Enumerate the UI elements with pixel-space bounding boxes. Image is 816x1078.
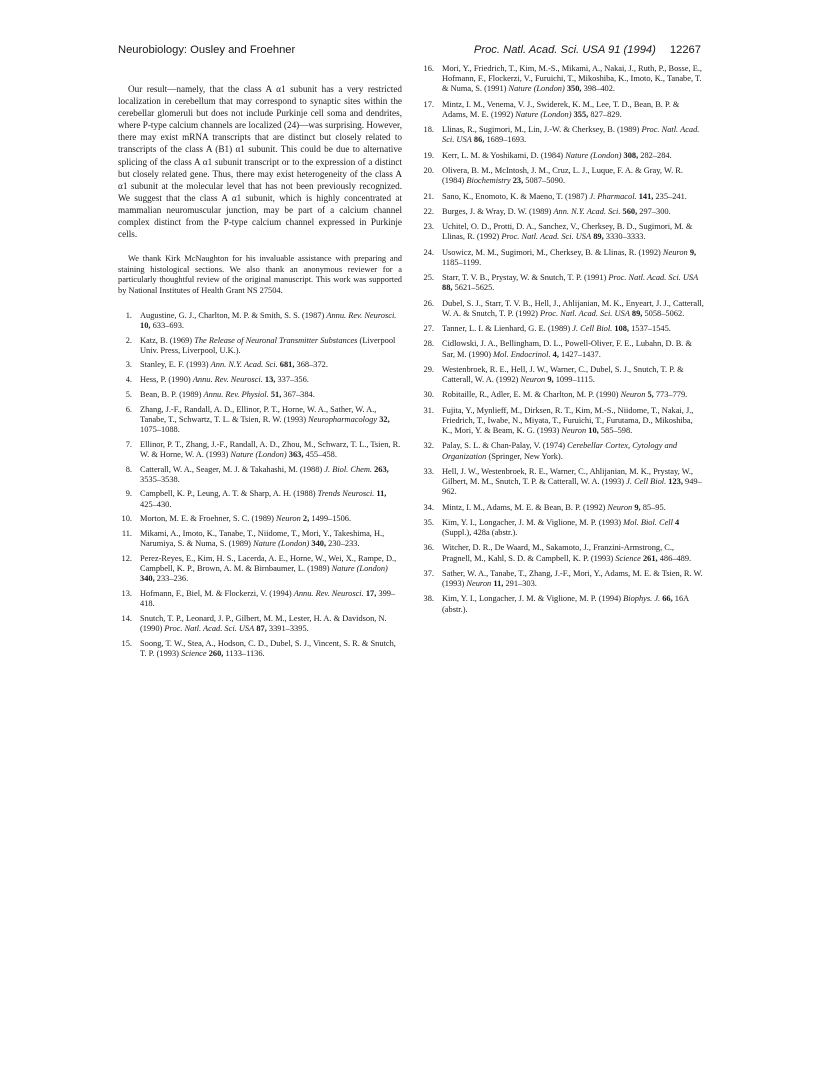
reference-pages: 1185–1199. [442, 257, 482, 267]
reference-item [118, 375, 402, 385]
reference-item [118, 336, 402, 356]
reference-authors: Usowicz, M. M., Sugimori, M., Cherksey, B. & Llinas, R. (1992) [442, 247, 663, 257]
reference-journal: Neuron [466, 579, 492, 589]
reference-authors: Ellinor, P. T., Zhang, J.-F., Randall, A. D., Zhou, M., Schwarz, T. L., Tsien, R. W. & Horne, W. A. (1993) [140, 439, 401, 459]
reference-item [118, 440, 402, 460]
reference-item [118, 405, 402, 436]
reference-authors: Burges, J. & Wray, D. W. (1989) [442, 206, 554, 216]
reference-item [420, 339, 704, 359]
reference-journal: Annu. Rev. Neurosci. [192, 375, 263, 385]
reference-item [420, 324, 704, 334]
reference-pages: (Liverpool Univ. Press, Liverpool, U.K.). [140, 335, 396, 355]
reference-item [420, 441, 704, 461]
reference-authors: Zhang, J.-F., Randall, A. D., Ellinor, P. T., Horne, W. A., Sather, W. A., Tanabe, T., Schwartz, T. L. & Tsien, R. W. (1993) [140, 404, 377, 424]
reference-authors: Mintz, I. M., Adams, M. E. & Bean, B. P. (1992) [442, 502, 608, 512]
reference-pages: 773–779. [653, 390, 688, 400]
reference-journal: Nature (London) [331, 564, 388, 574]
reference-pages: 399–418. [140, 589, 396, 609]
reference-number: 38. [423, 594, 434, 604]
reference-pages: 291–303. [503, 579, 537, 589]
reference-pages: 5621–5625. [452, 283, 495, 293]
reference-volume: 260, [206, 649, 224, 659]
reference-authors: Sather, W. A., Tanabe, T., Zhang, J.-F., Mori, Y., Adams, M. E. & Tsien, R. W. (1993) [442, 568, 703, 589]
reference-pages: 282–284. [638, 150, 672, 160]
reference-volume: 350, [564, 84, 582, 94]
reference-volume: 9, [687, 247, 697, 257]
reference-pages: 1133–1136. [223, 649, 265, 659]
reference-pages: 235–241. [653, 191, 687, 201]
reference-journal: Proc. Natl. Acad. Sci. USA [442, 125, 700, 145]
reference-number: 28. [423, 339, 434, 349]
reference-authors: Olivera, B. M., McIntosh, J. M., Cruz, L. J., Luque, F. A. & Gray, W. R. (1984) [442, 166, 683, 186]
reference-volume: 11, [374, 489, 387, 499]
reference-journal: The Release of Neuronal Transmitter Substances [194, 335, 358, 345]
reference-item [420, 594, 704, 614]
reference-authors: Hofmann, F., Biel, M. & Flockerzi, V. (1994) [140, 589, 294, 599]
reference-number: 35. [423, 517, 434, 527]
reference-pages: 585–598. [598, 426, 633, 436]
reference-journal: J. Pharmacol. [589, 191, 637, 201]
reference-authors: Fujita, Y., Mynlieff, M., Dirksen, R. T., Kim, M.-S., Niidome, T., Nakai, J., Friedrich, T., Iwabe, N., Miyata, T., Furuichi, T., Furutama, D., Mikoshiba, K., Mori, Y. & Beam, K. G. (1993) [442, 405, 694, 436]
reference-authors: Starr, T. V. B., Prystay, W. & Snutch, T. P. (1991) [442, 273, 609, 283]
reference-pages: 1075–1088. [140, 424, 180, 434]
reference-volume: 51, [268, 389, 282, 399]
reference-authors: Hell, J. W., Westenbroek, R. E., Warner, C., Ahlijanian, M. K., Prystay, W., Gilbert, M. M., Snutch, T. P. & Catterall, W. A. (1993) [442, 466, 694, 487]
reference-item [118, 465, 402, 485]
reference-number: 16. [423, 64, 434, 73]
reference-journal: J. Cell Biol. [626, 477, 667, 487]
reference-item [420, 518, 704, 538]
reference-volume: 340, [309, 539, 327, 549]
reference-pages: 337–356. [275, 375, 309, 385]
reference-number: 1. [125, 310, 132, 320]
reference-authors: Cidlowski, J. A., Bellingham, D. L., Powell-Oliver, F. E., Lubahn, D. B. & Sar, M. (1990) [442, 339, 693, 359]
reference-number: 13. [121, 589, 132, 599]
reference-item [420, 166, 704, 186]
reference-journal: Neuron [620, 390, 646, 400]
reference-number: 21. [423, 191, 434, 201]
reference-volume: 23, [510, 176, 524, 186]
reference-item [420, 299, 704, 319]
reference-volume: 32, [377, 414, 390, 424]
reference-volume: 108, [612, 324, 630, 334]
reference-journal: Neuron [520, 375, 546, 385]
reference-pages: 1689–1693. [484, 135, 527, 145]
reference-item [420, 207, 704, 217]
reference-number: 36. [423, 543, 434, 553]
reference-pages: 455–458. [303, 449, 337, 459]
reference-pages: 3330–3333. [603, 232, 646, 242]
reference-authors: Perez-Reyes, E., Kim, H. S., Lacerda, A. E., Horne, W., Wei, X., Rampe, D., Campbell, K. P., Brown, A. M. & Birnbaumer, L. (1989) [140, 553, 397, 574]
reference-volume: 89, [629, 308, 643, 318]
reference-authors: Sano, K., Enomoto, K. & Maeno, T. (1987) [442, 191, 590, 201]
reference-authors: Catterall, W. A., Seager, M. J. & Takahashi, M. (1988) [140, 464, 325, 474]
reference-volume: 261, [640, 553, 658, 563]
reference-number: 24. [423, 247, 434, 257]
reference-number: 25. [423, 273, 434, 283]
reference-journal: J. Cell Biol. [572, 324, 613, 334]
reference-authors: Robitaille, R., Adler, E. M. & Charlton, M. P. (1990) [442, 390, 621, 400]
header-journal: Proc. Natl. Acad. Sci. USA 91 (1994) [473, 44, 656, 56]
reference-volume: 87, [254, 624, 267, 634]
reference-pages: 3535–3538. [140, 474, 180, 484]
reference-pages: 368–372. [294, 360, 328, 370]
reference-authors: Kim, Y. I., Longacher, J. M. & Viglione, M. P. (1993) [442, 517, 624, 527]
reference-item [420, 365, 704, 385]
reference-authors: Augustine, G. J., Charlton, M. P. & Smith, S. S. (1987) [140, 310, 327, 320]
reference-authors: Mintz, I. M., Venema, V. J., Swiderek, K. M., Lee, T. D., Bean, B. P. & Adams, M. E. (1992) [442, 99, 680, 119]
reference-authors: Kim, Y. I., Longacher, J. M. & Viglione, M. P. (1994) [442, 594, 624, 604]
reference-volume: 10, [586, 426, 599, 436]
reference-volume: 560, [620, 206, 638, 216]
reference-pages: 1099–1115. [553, 375, 595, 385]
reference-item [420, 543, 704, 563]
reference-item [118, 614, 402, 634]
reference-item [420, 406, 704, 437]
reference-journal: Mol. Endocrinol. [493, 349, 551, 359]
reference-item [420, 503, 704, 513]
reference-volume: 363, [286, 449, 304, 459]
reference-number: 11. [121, 529, 132, 539]
reference-volume: 681, [277, 360, 295, 370]
reference-journal: Biophys. J. [623, 594, 661, 604]
reference-item [420, 248, 704, 268]
reference-pages: 486–489. [657, 553, 692, 563]
reference-journal: Neuron [275, 514, 301, 524]
reference-number: 31. [423, 405, 434, 415]
page-number: 12267 [669, 44, 701, 56]
reference-number: 9. [125, 489, 132, 499]
reference-item [118, 360, 402, 370]
reference-pages: 16A (abstr.). [442, 594, 689, 614]
reference-authors: Soong, T. W., Stea, A., Hodson, C. D., Dubel, S. J., Vincent, S. R. & Snutch, T. P. (1993) [140, 638, 396, 659]
reference-authors: Westenbroek, R. E., Hell, J. W., Warner, C., Dubel, S. J., Snutch, T. P. & Catterall, W. A. (1992) [442, 364, 684, 385]
reference-journal: Neuron [561, 426, 587, 436]
reference-journal: Nature (London) [515, 109, 572, 119]
reference-authors: Dubel, S. J., Starr, T. V. B., Hell, J., Ahlijanian, M. K., Enyeart, J. J., Catterall, W. A. & Snutch, T. P. (1992) [442, 298, 704, 318]
discussion-paragraph: Our result—namely, that the class A α1 subunit has a very restricted localization in cerebellum that may correspond to synaptic sites within the cerebellar glomeruli but does not include Purkinje cell soma and dendrites, where P-type calcium channels are localized (24)—was surprising. However, there may exist mRNA transcripts that are distinct but closely related to transcripts of the class A (B1) α1 subunit. This could be due to alternative splicing of the class A α1 subunit transcript or to the expression of a distinct but closely related gene. Thus, there may exist heterogeneity of the class A α1 subunit at the molecular level that has not been previously recognized. We suggest that the class A α1 subunit, which is highly concentrated at mammalian neuromuscular junction, may be part of a calcium channel complex distinct from the P-type calcium channel expressed in Purkinje cells. [118, 84, 402, 240]
reference-volume: 4, [550, 349, 559, 359]
reference-pages: 230–233. [326, 539, 360, 549]
header-journal-page [474, 44, 701, 56]
reference-pages: 949–962. [442, 477, 702, 497]
reference-authors: Witcher, D. R., De Waard, M., Sakamoto, J., Franzini-Armstrong, C., Pragnell, M., Kahl, S. D. & Campbell, K. P. (1993) [442, 543, 675, 563]
reference-pages: (Suppl.), 428a (abstr.). [442, 528, 518, 538]
reference-journal: Proc. Natl. Acad. Sci. USA [540, 308, 630, 318]
reference-journal: Science [615, 553, 641, 563]
reference-journal: Nature (London) [508, 84, 565, 94]
reference-number: 37. [423, 568, 434, 578]
reference-number: 30. [423, 390, 434, 400]
reference-number: 6. [125, 404, 132, 414]
reference-pages: 425–430. [140, 499, 172, 509]
reference-number: 34. [423, 502, 434, 512]
reference-pages: (Springer, New York). [486, 451, 563, 461]
reference-number: 7. [125, 439, 132, 449]
reference-item [118, 554, 402, 585]
reference-list-right [420, 64, 704, 615]
reference-number: 20. [423, 166, 434, 175]
reference-number: 12. [121, 553, 132, 563]
reference-volume: 2, [300, 514, 310, 524]
reference-pages: 85–95. [640, 502, 666, 512]
reference-journal: Biochemistry [466, 176, 511, 186]
reference-number: 27. [423, 324, 434, 334]
reference-number: 3. [125, 360, 132, 370]
reference-journal: Mol. Biol. Cell [623, 517, 673, 527]
reference-journal: Annu. Rev. Neurosci. [326, 310, 397, 320]
reference-journal: Trends Neurosci. [317, 489, 375, 499]
reference-number: 4. [125, 375, 132, 385]
reference-volume: 88, [442, 283, 453, 293]
reference-volume: 89, [591, 232, 604, 242]
reference-number: 18. [423, 125, 434, 135]
reference-number: 22. [423, 206, 434, 216]
reference-number: 2. [125, 335, 132, 345]
reference-item [118, 514, 402, 524]
reference-list-left [118, 311, 402, 660]
reference-number: 33. [423, 466, 434, 476]
reference-number: 8. [125, 464, 132, 474]
reference-item [420, 222, 704, 242]
reference-journal: Annu. Rev. Neurosci. [293, 589, 364, 599]
reference-item [420, 467, 704, 498]
reference-journal: Annu. Rev. Physiol. [203, 389, 269, 399]
reference-authors: Katz, B. (1969) [140, 335, 195, 345]
reference-number: 10. [121, 514, 132, 524]
reference-authors: Snutch, T. P., Leonard, J. P., Gilbert, M. M., Lester, H. A. & Davidson, N. (1990) [140, 613, 387, 634]
reference-authors: Uchitel, O. D., Protti, D. A., Sanchez, V., Cherksey, B. D., Sugimori, M. & Llinas, R. (1992) [442, 222, 693, 242]
reference-item [118, 489, 402, 509]
running-header [118, 44, 701, 60]
reference-journal: Nature (London) [253, 539, 310, 549]
reference-authors: Kerr, L. M. & Yoshikami, D. (1984) [442, 150, 566, 160]
reference-number: 17. [423, 99, 434, 109]
reference-volume: 4 [672, 517, 680, 527]
reference-journal: Proc. Natl. Acad. Sci. USA [501, 232, 592, 242]
reference-journal: Nature (London) [565, 150, 622, 160]
reference-pages: 5058–5062. [642, 308, 685, 318]
reference-pages: 1499–1506. [309, 514, 352, 524]
reference-pages: 827–829. [588, 109, 622, 119]
reference-item [420, 192, 704, 202]
reference-pages: 633–693. [150, 320, 184, 330]
reference-item [118, 529, 402, 549]
reference-volume: 141, [636, 191, 654, 201]
reference-journal: Ann. N.Y. Acad. Sci. [553, 206, 621, 216]
reference-journal: Cerebellar Cortex, Cytology and Organization [442, 441, 678, 461]
reference-number: 29. [423, 364, 434, 374]
reference-authors: Mikami, A., Imoto, K., Tanabe, T., Niidome, T., Mori, Y., Takeshima, H., Narumiya, S. & Numa, S. (1989) [140, 529, 385, 549]
reference-authors: Tanner, L. I. & Lienhard, G. E. (1989) [442, 324, 573, 334]
reference-item [420, 390, 704, 400]
reference-volume: 10, [140, 320, 151, 330]
reference-journal: Ann. N.Y. Acad. Sci. [210, 360, 278, 370]
reference-volume: 123, [666, 477, 683, 487]
reference-authors: Morton, M. E. & Froehner, S. C. (1989) [140, 514, 276, 524]
reference-authors: Stanley, E. F. (1993) [140, 360, 211, 370]
reference-number: 23. [423, 222, 434, 232]
reference-volume: 13, [262, 375, 276, 385]
reference-volume: 355, [571, 109, 589, 119]
reference-journal: Nature (London) [230, 449, 287, 459]
reference-volume: 9, [545, 375, 554, 385]
reference-number: 14. [121, 613, 132, 623]
reference-item [420, 100, 704, 120]
reference-number: 5. [125, 389, 132, 399]
reference-volume: 17, [363, 589, 377, 599]
reference-volume: 263, [372, 464, 389, 474]
reference-journal: Proc. Natl. Acad. Sci. USA [164, 624, 255, 634]
reference-journal: Neuropharmacology [308, 414, 378, 424]
reference-volume: 11, [491, 579, 504, 589]
reference-authors: Campbell, K. P., Leung, A. T. & Sharp, A. H. (1988) [140, 489, 318, 499]
reference-item [118, 639, 402, 659]
reference-item [118, 589, 402, 609]
reference-authors: Llinas, R., Sugimori, M., Lin, J.-W. & Cherksey, B. (1989) [442, 125, 642, 135]
reference-volume: 86, [471, 135, 485, 145]
reference-volume: 340, [140, 574, 155, 584]
reference-item [420, 273, 704, 293]
reference-item [118, 390, 402, 400]
reference-pages: 398–402. [581, 84, 616, 94]
reference-authors: Hess, P. (1990) [140, 375, 193, 385]
header-section-authors: Neurobiology: Ousley and Froehner [118, 44, 296, 56]
reference-volume: 5, [645, 390, 654, 400]
reference-journal: Neuron [607, 502, 633, 512]
reference-authors: Palay, S. L. & Chan-Palay, V. (1974) [442, 441, 568, 451]
reference-pages: 5087–5090. [523, 176, 566, 186]
reference-number: 19. [423, 150, 434, 160]
reference-journal: Proc. Natl. Acad. Sci. USA [608, 273, 699, 283]
reference-pages: 1537–1545. [629, 324, 671, 334]
reference-item [420, 64, 704, 95]
reference-pages: 1427–1437. [558, 349, 601, 359]
reference-item [420, 151, 704, 161]
reference-volume: 308, [621, 150, 639, 160]
reference-volume: 9, [632, 502, 641, 512]
reference-number: 15. [121, 638, 132, 648]
reference-pages: 3391–3395. [266, 624, 309, 634]
reference-pages: 367–384. [281, 389, 315, 399]
reference-item [420, 125, 704, 145]
reference-number: 26. [423, 298, 434, 308]
reference-pages: 297–300. [637, 206, 671, 216]
reference-item [420, 569, 704, 589]
reference-journal: Neuron [662, 247, 688, 257]
acknowledgment-paragraph: We thank Kirk McNaughton for his invaluable assistance with preparing and staining histological sections. We also thank an anonymous reviewer for a particularly thoughtful review of the original manuscript. This work was supported by National Institutes of Health Grant NS 27504. [118, 254, 402, 295]
reference-volume: 66, [660, 594, 673, 604]
reference-journal: J. Biol. Chem. [324, 464, 372, 474]
right-column [420, 64, 704, 620]
reference-journal: Science [181, 649, 207, 659]
reference-authors: Bean, B. P. (1989) [140, 389, 204, 399]
left-column [118, 83, 402, 664]
reference-pages: 233–236. [154, 574, 189, 584]
reference-item [118, 311, 402, 331]
reference-number: 32. [423, 441, 434, 451]
reference-authors: Mori, Y., Friedrich, T., Kim, M.-S., Mikami, A., Nakai, J., Ruth, P., Bosse, E., Hofmann, F., Flockerzi, V., Furuichi, T., Mikoshiba, K., Imoto, K., Tanabe, T. & Numa, S. (1991) [442, 64, 703, 94]
